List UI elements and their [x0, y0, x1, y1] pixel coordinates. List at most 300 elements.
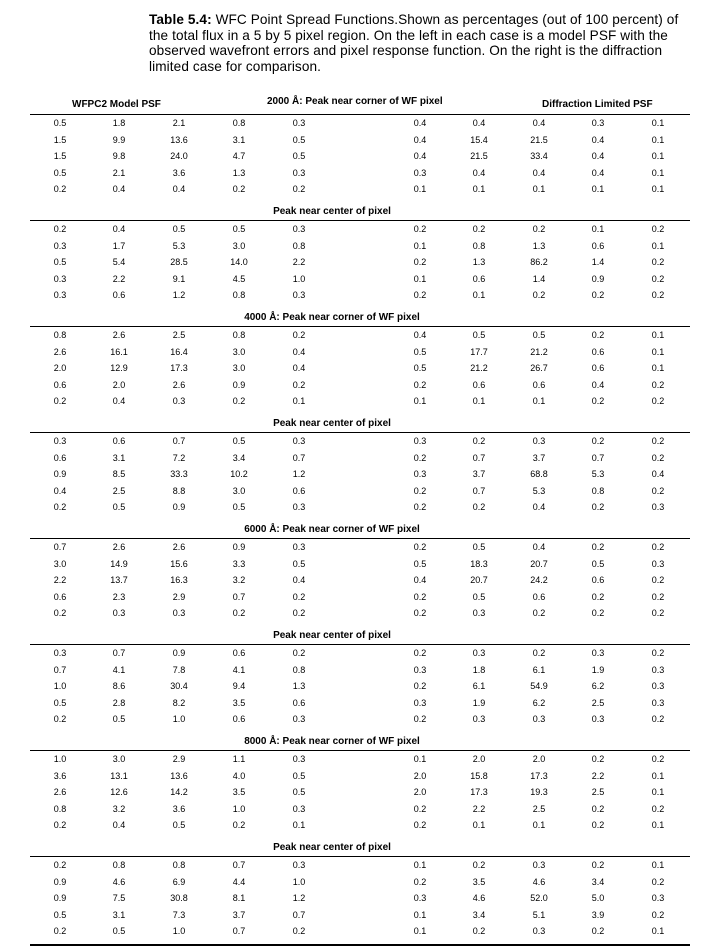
table-cell: 0.1	[292, 396, 306, 407]
table-cell: 2.6	[53, 346, 67, 357]
table-cell: 30.8	[170, 893, 188, 904]
table-rule	[30, 644, 690, 645]
table-cell: 0.6	[292, 697, 306, 708]
table-cell: 0.2	[413, 803, 427, 814]
table-cell: 0.8	[112, 860, 126, 870]
table-cell: 2.2	[292, 257, 306, 268]
table-cell: 68.8	[530, 469, 548, 480]
table-row	[30, 754, 690, 770]
table-cell: 0.2	[472, 502, 486, 513]
table-cell: 0.2	[413, 257, 427, 268]
table-cell: 0.6	[112, 290, 126, 301]
table-row	[30, 820, 690, 836]
table-cell: 0.5	[53, 257, 67, 268]
table-cell: 0.2	[53, 820, 67, 831]
table-cell: 2.1	[112, 167, 126, 178]
table-cell: 86.2	[530, 257, 548, 268]
table-cell: 0.3	[472, 648, 486, 658]
table-cell: 0.1	[591, 184, 605, 195]
table-cell: 0.1	[651, 770, 665, 781]
table-cell: 33.4	[530, 151, 548, 162]
table-cell: 0.5	[232, 224, 246, 234]
table-cell: 18.3	[470, 558, 488, 569]
table-cell: 33.3	[170, 469, 188, 480]
table-cell: 16.3	[170, 575, 188, 586]
table-cell: 0.5	[472, 591, 486, 602]
table-cell: 0.2	[651, 754, 665, 764]
table-cell: 0.3	[53, 436, 67, 446]
table-rule	[30, 114, 690, 115]
table-cell: 0.2	[53, 396, 67, 407]
table-cell: 0.2	[472, 224, 486, 234]
table-rule	[30, 856, 690, 857]
table-cell: 0.9	[232, 379, 246, 390]
table-cell: 21.5	[530, 134, 548, 145]
table-cell: 2.0	[413, 770, 427, 781]
table-cell: 0.2	[651, 224, 665, 234]
table-cell: 0.3	[413, 436, 427, 446]
table-cell: 0.3	[413, 697, 427, 708]
table-cell: 21.2	[470, 363, 488, 374]
table-cell: 0.9	[53, 876, 67, 887]
section-title: Peak near center of pixel	[273, 418, 391, 429]
table-cell: 2.2	[591, 770, 605, 781]
table-cell: 0.6	[232, 714, 246, 725]
table-cell: 0.5	[112, 714, 126, 725]
table-cell: 0.3	[292, 436, 306, 446]
table-cell: 0.4	[472, 118, 486, 128]
table-cell: 2.0	[532, 754, 546, 764]
section-title: Peak near center of pixel	[273, 842, 391, 853]
table-cell: 0.5	[232, 436, 246, 446]
table-cell: 0.7	[53, 542, 67, 552]
table-cell: 3.1	[112, 452, 126, 463]
table-cell: 0.4	[292, 346, 306, 357]
table-cell: 0.2	[651, 452, 665, 463]
table-cell: 5.1	[532, 909, 546, 920]
table-cell: 0.2	[591, 502, 605, 513]
table-cell: 0.2	[413, 608, 427, 619]
table-cell: 0.2	[472, 436, 486, 446]
table-cell: 2.5	[112, 485, 126, 496]
table-cell: 0.2	[591, 330, 605, 340]
table-cell: 14.0	[230, 257, 248, 268]
table-cell: 0.4	[532, 118, 546, 128]
table-cell: 0.1	[413, 754, 427, 764]
table-cell: 0.1	[413, 396, 427, 407]
table-cell: 0.3	[172, 396, 186, 407]
table-cell: 0.9	[591, 273, 605, 284]
table-cell: 2.5	[532, 803, 546, 814]
table-cell: 0.2	[232, 396, 246, 407]
table-cell: 8.1	[232, 893, 246, 904]
table-cell: 0.2	[651, 542, 665, 552]
table-cell: 17.3	[530, 770, 548, 781]
table-cell: 1.8	[472, 664, 486, 675]
table-rule	[30, 538, 690, 539]
table-cell: 0.8	[53, 803, 67, 814]
table-cell: 0.5	[232, 502, 246, 513]
table-cell: 0.2	[413, 820, 427, 831]
table-cell: 7.3	[172, 909, 186, 920]
table-cell: 0.3	[651, 893, 665, 904]
table-cell: 0.1	[472, 820, 486, 831]
table-cell: 0.3	[651, 502, 665, 513]
table-row	[30, 380, 690, 396]
table-cell: 2.0	[413, 787, 427, 798]
table-cell: 3.0	[232, 363, 246, 374]
table-cell: 0.1	[532, 396, 546, 407]
table-cell: 0.1	[651, 346, 665, 357]
table-cell: 2.6	[112, 542, 126, 552]
table-cell: 0.4	[651, 469, 665, 480]
table-cell: 19.3	[530, 787, 548, 798]
table-cell: 0.2	[292, 648, 306, 658]
table-cell: 5.3	[591, 469, 605, 480]
table-row	[30, 542, 690, 558]
table-cell: 0.5	[112, 502, 126, 513]
table-cell: 0.4	[413, 575, 427, 586]
table-row	[30, 698, 690, 714]
table-cell: 2.2	[53, 575, 67, 586]
table-cell: 0.2	[591, 820, 605, 831]
table-cell: 0.3	[413, 893, 427, 904]
table-cell: 0.2	[472, 926, 486, 937]
table-cell: 13.6	[170, 770, 188, 781]
table-cell: 0.2	[53, 224, 67, 234]
table-row	[30, 681, 690, 697]
table-cell: 3.0	[232, 240, 246, 251]
table-cell: 3.2	[232, 575, 246, 586]
table-cell: 1.0	[172, 926, 186, 937]
table-cell: 0.3	[53, 290, 67, 301]
table-cell: 1.0	[232, 803, 246, 814]
table-cell: 0.1	[651, 820, 665, 831]
table-cell: 0.4	[112, 396, 126, 407]
table-cell: 0.2	[413, 290, 427, 301]
table-row	[30, 592, 690, 608]
table-cell: 0.2	[413, 591, 427, 602]
table-cell: 0.4	[413, 330, 427, 340]
table-row	[30, 168, 690, 184]
table-cell: 0.9	[53, 893, 67, 904]
table-cell: 0.5	[53, 167, 67, 178]
table-cell: 0.3	[591, 648, 605, 658]
table-cell: 4.4	[232, 876, 246, 887]
table-cell: 0.6	[232, 648, 246, 658]
table-cell: 0.4	[53, 485, 67, 496]
table-cell: 0.4	[472, 167, 486, 178]
table-cell: 3.0	[112, 754, 126, 764]
table-cell: 0.5	[292, 151, 306, 162]
table-cell: 0.3	[172, 608, 186, 619]
table-cell: 0.4	[532, 542, 546, 552]
table-row	[30, 714, 690, 730]
table-cell: 0.1	[472, 396, 486, 407]
table-cell: 15.6	[170, 558, 188, 569]
table-cell: 0.2	[472, 860, 486, 870]
table-cell: 0.8	[292, 240, 306, 251]
table-cell: 0.6	[532, 379, 546, 390]
table-cell: 30.4	[170, 681, 188, 692]
table-cell: 2.0	[472, 754, 486, 764]
table-cell: 0.2	[651, 436, 665, 446]
table-cell: 3.5	[232, 787, 246, 798]
caption-text: WFC Point Spread Functions.Shown as percentages (out of 100 percent) of the total flux in a 5 by 5 pixel region. On the left in each case is a model PSF with the observed wavefront errors and pixel response function. On the right is the diffraction limited case for comparison.	[149, 12, 679, 74]
table-cell: 3.0	[53, 558, 67, 569]
table-cell: 0.6	[532, 591, 546, 602]
table-cell: 0.2	[651, 290, 665, 301]
table-cell: 0.2	[232, 184, 246, 195]
table-cell: 16.4	[170, 346, 188, 357]
table-cell: 0.8	[232, 118, 246, 128]
table-cell: 0.1	[413, 240, 427, 251]
table-cell: 0.2	[651, 485, 665, 496]
table-cell: 0.4	[112, 820, 126, 831]
table-cell: 12.6	[110, 787, 128, 798]
table-row	[30, 648, 690, 664]
table-cell: 0.2	[651, 273, 665, 284]
table-cell: 0.2	[292, 591, 306, 602]
table-cell: 0.5	[292, 558, 306, 569]
table-cell: 2.6	[172, 542, 186, 552]
table-cell: 6.9	[172, 876, 186, 887]
table-cell: 2.5	[172, 330, 186, 340]
table-cell: 1.1	[232, 754, 246, 764]
table-cell: 0.1	[651, 167, 665, 178]
table-cell: 0.1	[292, 820, 306, 831]
table-cell: 26.7	[530, 363, 548, 374]
table-cell: 13.6	[170, 134, 188, 145]
table-cell: 0.2	[651, 714, 665, 725]
table-cell: 0.4	[591, 134, 605, 145]
table-cell: 0.1	[651, 151, 665, 162]
table-cell: 20.7	[470, 575, 488, 586]
header-section-title: 2000 Å: Peak near corner of WF pixel	[267, 96, 443, 107]
table-row	[30, 926, 690, 942]
table-cell: 0.3	[651, 558, 665, 569]
table-cell: 0.1	[651, 363, 665, 374]
table-cell: 9.1	[172, 273, 186, 284]
table-cell: 1.4	[532, 273, 546, 284]
table-cell: 0.1	[472, 290, 486, 301]
table-cell: 2.6	[172, 379, 186, 390]
table-cell: 4.0	[232, 770, 246, 781]
table-cell: 0.3	[532, 436, 546, 446]
table-cell: 3.9	[591, 909, 605, 920]
table-cell: 0.3	[591, 118, 605, 128]
table-row	[30, 363, 690, 379]
table-cell: 15.8	[470, 770, 488, 781]
table-cell: 0.3	[292, 167, 306, 178]
table-cell: 2.5	[591, 787, 605, 798]
table-cell: 0.2	[532, 290, 546, 301]
table-cell: 0.4	[292, 363, 306, 374]
table-cell: 3.0	[232, 485, 246, 496]
table-cell: 1.9	[472, 697, 486, 708]
table-cell: 7.5	[112, 893, 126, 904]
table-cell: 0.5	[53, 697, 67, 708]
table-cell: 0.7	[232, 926, 246, 937]
table-cell: 0.1	[413, 273, 427, 284]
table-cell: 2.2	[112, 273, 126, 284]
table-cell: 0.2	[591, 396, 605, 407]
table-cell: 0.3	[413, 469, 427, 480]
table-cell: 0.2	[532, 648, 546, 658]
table-cell: 1.2	[292, 893, 306, 904]
table-cell: 0.2	[413, 452, 427, 463]
table-cell: 1.3	[532, 240, 546, 251]
table-cell: 0.3	[53, 273, 67, 284]
table-cell: 0.3	[292, 502, 306, 513]
table-cell: 0.3	[292, 224, 306, 234]
table-cell: 0.2	[532, 224, 546, 234]
table-cell: 0.2	[413, 485, 427, 496]
table-cell: 17.7	[470, 346, 488, 357]
table-cell: 0.3	[292, 803, 306, 814]
table-cell: 2.0	[53, 363, 67, 374]
table-cell: 0.1	[472, 184, 486, 195]
table-cell: 0.2	[591, 290, 605, 301]
table-cell: 0.3	[413, 167, 427, 178]
table-cell: 21.5	[470, 151, 488, 162]
table-cell: 8.8	[172, 485, 186, 496]
table-cell: 0.2	[413, 648, 427, 658]
table-cell: 0.2	[292, 379, 306, 390]
table-cell: 0.7	[232, 591, 246, 602]
table-cell: 0.7	[172, 436, 186, 446]
table-cell: 24.0	[170, 151, 188, 162]
section-title: 8000 Å: Peak near corner of WF pixel	[244, 736, 420, 747]
table-cell: 0.8	[472, 240, 486, 251]
table-cell: 0.6	[591, 240, 605, 251]
table-cell: 0.2	[651, 575, 665, 586]
table-row	[30, 290, 690, 306]
section-title: Peak near center of pixel	[273, 206, 391, 217]
table-cell: 16.1	[110, 346, 128, 357]
table-cell: 0.2	[292, 184, 306, 195]
table-cell: 0.3	[292, 860, 306, 870]
table-cell: 0.2	[591, 754, 605, 764]
table-cell: 0.2	[292, 926, 306, 937]
table-cell: 0.2	[651, 396, 665, 407]
table-cell: 0.8	[232, 330, 246, 340]
table-cell: 0.6	[591, 363, 605, 374]
table-cell: 0.5	[472, 330, 486, 340]
table-cell: 0.4	[591, 167, 605, 178]
table-cell: 1.3	[232, 167, 246, 178]
table-cell: 3.4	[591, 876, 605, 887]
table-cell: 0.5	[112, 926, 126, 937]
table-cell: 1.0	[53, 681, 67, 692]
table-row	[30, 135, 690, 151]
table-cell: 0.1	[651, 330, 665, 340]
table-cell: 0.8	[591, 485, 605, 496]
table-row	[30, 608, 690, 624]
table-cell: 0.4	[591, 151, 605, 162]
table-cell: 3.5	[472, 876, 486, 887]
table-cell: 15.4	[470, 134, 488, 145]
table-cell: 6.2	[532, 697, 546, 708]
table-cell: 0.2	[591, 436, 605, 446]
table-row	[30, 224, 690, 240]
table-cell: 0.5	[172, 224, 186, 234]
table-rule	[30, 750, 690, 751]
table-cell: 3.4	[472, 909, 486, 920]
table-cell: 5.0	[591, 893, 605, 904]
table-cell: 0.7	[292, 909, 306, 920]
table-row	[30, 860, 690, 876]
table-cell: 0.5	[413, 558, 427, 569]
table-cell: 0.3	[292, 714, 306, 725]
table-cell: 0.1	[651, 860, 665, 870]
table-cell: 2.1	[172, 118, 186, 128]
section-title: 6000 Å: Peak near corner of WF pixel	[244, 524, 420, 535]
table-cell: 0.4	[413, 118, 427, 128]
table-cell: 0.2	[591, 860, 605, 870]
table-cell: 2.2	[472, 803, 486, 814]
table-cell: 20.7	[530, 558, 548, 569]
header-model-psf: WFPC2 Model PSF	[72, 99, 161, 110]
table-cell: 0.5	[53, 909, 67, 920]
table-cell: 17.3	[170, 363, 188, 374]
table-cell: 0.3	[292, 290, 306, 301]
table-cell: 0.3	[292, 542, 306, 552]
table-row	[30, 559, 690, 575]
table-cell: 2.0	[112, 379, 126, 390]
table-row	[30, 347, 690, 363]
table-cell: 3.7	[532, 452, 546, 463]
table-cell: 0.6	[472, 379, 486, 390]
table-cell: 0.7	[292, 452, 306, 463]
table-cell: 24.2	[530, 575, 548, 586]
table-cell: 0.1	[591, 224, 605, 234]
table-cell: 0.5	[53, 118, 67, 128]
table-cell: 0.1	[651, 787, 665, 798]
table-cell: 6.1	[472, 681, 486, 692]
table-cell: 1.3	[472, 257, 486, 268]
table-cell: 1.5	[53, 151, 67, 162]
table-cell: 0.5	[172, 820, 186, 831]
table-cell: 8.6	[112, 681, 126, 692]
table-cell: 0.8	[232, 290, 246, 301]
table-cell: 0.3	[292, 118, 306, 128]
table-cell: 0.2	[591, 542, 605, 552]
table-cell: 2.6	[112, 330, 126, 340]
table-cell: 0.6	[53, 452, 67, 463]
section-title: 4000 Å: Peak near corner of WF pixel	[244, 312, 420, 323]
table-cell: 0.1	[532, 820, 546, 831]
table-row	[30, 910, 690, 926]
table-cell: 0.4	[112, 224, 126, 234]
table-cell: 1.4	[591, 257, 605, 268]
table-cell: 0.1	[651, 184, 665, 195]
table-cell: 3.3	[232, 558, 246, 569]
table-cell: 0.2	[232, 608, 246, 619]
table-cell: 3.5	[232, 697, 246, 708]
table-row	[30, 396, 690, 412]
table-cell: 0.2	[413, 502, 427, 513]
table-rule	[30, 432, 690, 433]
table-cell: 9.8	[112, 151, 126, 162]
table-cell: 4.6	[112, 876, 126, 887]
table-cell: 8.2	[172, 697, 186, 708]
table-cell: 0.2	[53, 184, 67, 195]
table-cell: 1.0	[292, 273, 306, 284]
table-cell: 2.8	[112, 697, 126, 708]
table-caption	[149, 12, 694, 74]
table-cell: 3.6	[172, 167, 186, 178]
